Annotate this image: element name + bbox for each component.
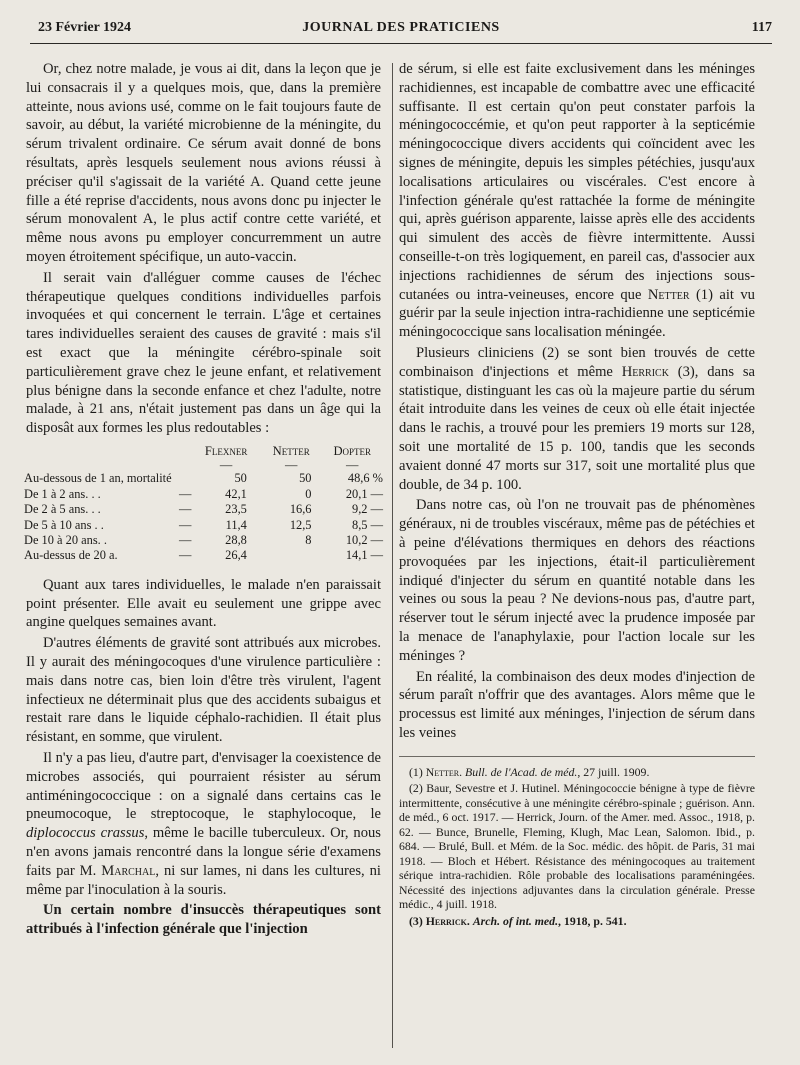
table-header-row [24, 444, 383, 459]
row-label: De 5 à 10 ans . . [24, 517, 104, 532]
author-name: Marchal [101, 862, 156, 879]
paragraph: Plusieurs cliniciens (2) se sont bien trouvés de cette combinaison d'injections et même Herrick (3), dans sa statistique, distinguant les cas où la majeure partie du sérum était introduite dans les veines de ceux où elle était injectée dans le rachis, a trouvé pour les premiers 19 morts sur 128, soit une mortalité de 15 p. 100, tandis que les seconds avaient donné 47 morts sur 317, soit une mortalité plus que double, de 34 p. 100. [399, 344, 755, 493]
paragraph: Or, chez notre malade, je vous ai dit, dans la leçon que je lui consacrais il y a quelques mois, que, dans la première atteinte, nous avions usé, comme on le fait toujours faute de savoir, au début, la variété microbienne de la méningite, du sérum trivalent ordinaire. Ce sérum avait donné de bons résultats, après lesquels seulement nous avions réussi à préciser qu'il s'agissait de la variété A. Quand cette jeune fille a été reprise d'accidents, nous avons donc pu injecter le sérum monovalent A, le plus actif contre cette variété, et même nous avons pu employer concurremment un autre moyen étroitement spécifique, un auto-vaccin. [26, 61, 381, 265]
table-separator-row: — — — [219, 458, 359, 473]
dopter-value: 9,2 — [352, 502, 383, 517]
paragraph: Quant aux tares individuelles, le malade n'en paraissait point présenter. Elle avait eu seulement une grippe avec angine quelques semaines avant. [26, 576, 381, 631]
row-label: Au-dessous de 1 an, mortalité [24, 471, 172, 486]
issue-date: 23 Février 1924 [38, 20, 132, 35]
paragraph: Il n'y a pas lieu, d'autre part, d'envisager la coexistence de microbes associés, qui pourraient résister au sérum antiméningococcique : on a signalé dans certains cas le pneumocoque, le streptocoque, le staphylocoque, le diplococcus crassus, même le bacille tuberculeux. Or, nous n'en avons jamais rencontré dans la longue série d'examens faits par M. Marchal, ni sur lames, ni dans les cultures, ni même par l'inoculation à la souris. [26, 749, 381, 898]
page-header [30, 20, 772, 42]
right-column [399, 60, 755, 930]
table-row: De 1 à 2 ans. . . — 42,1 0 20,1 — [24, 486, 383, 501]
row-label: Au-dessus de 20 a. [24, 548, 118, 563]
dopter-value: 20,1 — [345, 486, 383, 501]
footnote-2: (2) Baur, Sevestre et J. Hutinel. Méningococcie bénigne à type de fièvre intermittente, consécutive à une méningite cérébro-spinale ; guérison. Ann. de méd., 6 oct. 1917. — Herrick, Journ. of the Amer. med. Assoc., 1918, p. 62. — Bunce, Brunelle, Fleming, Klugh, Mac Lean, Salomon. Ibid., p. 684. — Brulé, Bull. et Mém. de la Soc. médic. des hôpit. de Paris, 31 mai 1918. — Bloch et Hébert. Résistance des méningocoques au traitement sérique intra-rachidien. Rôle probable des localisations paraméningées. Nécessité des injections adjuvantes dans la circulation générale. Presse médic., 4 juill. 1918. [399, 781, 755, 912]
left-column [26, 60, 381, 941]
journal-title: JOURNAL DES PRATICIENS [302, 20, 500, 35]
footnotes [399, 765, 755, 929]
netter-value: 50 [299, 471, 312, 486]
paragraph: En réalité, la combinaison des deux modes d'injection de sérum paraît n'offrir que des avantages. Alors même que le processus est limité aux méninges, l'injection de sérum dans les veines [399, 668, 755, 741]
mortality-table [24, 444, 383, 564]
flexner-value: 26,4 [225, 548, 247, 563]
author-name: Herrick [621, 363, 669, 380]
table-row: Au-dessus de 20 a. — 26,4 14,1 — [24, 548, 383, 563]
table-row [24, 471, 383, 486]
flexner-value: 28,8 [225, 532, 247, 547]
species-name: diplococcus crassus [26, 825, 145, 842]
netter-value [261, 548, 322, 563]
flexner-value: 50 [234, 471, 247, 486]
footnote-1: (1) Netter. Bull. de l'Acad. de méd., 27 juill. 1909. [409, 764, 650, 779]
table-row: De 10 à 20 ans. . — 28,8 8 10,2 — [24, 532, 383, 547]
column-header-netter: Netter [272, 443, 310, 458]
flexner-value: 11,4 [225, 517, 247, 532]
dopter-value: 8,5 — [352, 517, 383, 532]
paragraph: Il serait vain d'alléguer comme causes de l'échec thérapeutique quelques conditions individuelles parfois invoquées et qui concernent le terrain. L'âge et certaines tares individuelles seraient des causes de gravité : mais s'il est exact que la méningite cérébro-spinale soit particulièrement grave chez le jeune enfant, et relativement plus bénigne dans la seconde enfance et chez l'adulte, notre malade, à 21 ans, n'était justement pas dans un âge qui la disposât aux formes les plus redoutables : [26, 269, 381, 437]
header-rule [30, 43, 772, 44]
paragraph: D'autres éléments de gravité sont attribués aux microbes. Il y aurait des méningocoques d'une virulence particulière : mais dans notre cas, bien loin d'être très virulent, l'agent infectieux ne déterminait plus que des accidents subaigus et restait rare dans le liquide céphalo-rachidien. Il était plus résistant, en somme, que virulent. [26, 635, 381, 746]
row-label: De 10 à 20 ans. . [24, 532, 107, 547]
flexner-value: 23,5 [225, 502, 247, 517]
column-header-dopter: Dopter [333, 443, 372, 458]
netter-value: 0 [305, 486, 312, 501]
column-header-flexner: Flexner [204, 443, 248, 458]
footnote-rule [399, 756, 755, 757]
paragraph: de sérum, si elle est faite exclusivement dans les méninges rachidiennes, est incapable de combattre avec une efficacité suffisante. Il est certain qu'on peut constater parfois la méningococcémie, et qu'on peut rapporter à la septicémie méningococcique divers accidents qui coïncident avec les signes de méningite, depuis les simples pétéchies, jusqu'aux localisations articulaires ou viscérales. C'est encore à l'infection générale qu'est rattachée la forme de méningite qui, après guérison apparente, laisse après elle des accidents qui simulent des accès de fièvre intermittente. Aussi conseille-t-on très logiquement, en pareil cas, d'associer aux injections rachidiennes de sérum des injections sous-cutanées ou intra-veineuses, encore que Netter (1) ait vu guérir par la seule injection intra-rachidienne une septicémie méningococcique sans localisation méningée. [399, 61, 755, 341]
table-row: De 5 à 10 ans . . — 11,4 12,5 8,5 — [24, 517, 383, 532]
footnote-3: (3) Herrick. Arch. of int. med., 1918, p. 541. [409, 913, 627, 928]
netter-value: 8 [305, 532, 312, 547]
paragraph: Un certain nombre d'insuccès thérapeutiques sont attribués à l'infection générale que l'injection [26, 902, 381, 938]
row-label: De 1 à 2 ans. . . [24, 486, 101, 501]
column-divider [392, 63, 393, 1048]
flexner-value: 42,1 [225, 486, 247, 501]
netter-value: 12,5 [289, 517, 312, 532]
page-number: 117 [751, 20, 772, 35]
dopter-value: 10,2 — [345, 532, 383, 547]
table-row: De 2 à 5 ans. . . — 23,5 16,6 9,2 — [24, 502, 383, 517]
row-label: De 2 à 5 ans. . . [24, 502, 101, 517]
paragraph: Dans notre cas, où l'on ne trouvait pas de phénomènes généraux, ni de troubles viscéraux, même pas de pétéchies et à peine d'élévations thermiques en dehors des réactions provoquées par les injections, était-il particulièrement indiqué d'injecter du sérum en quantité notable dans les veines ou sous la peau ? Ne devions-nous pas, d'autre part, réserver tout le sérum injecté avec la prudence imposée par la menace de l'anaphylaxie, pour l'action locale sur les méninges ? [399, 497, 755, 664]
dopter-value: 14,1 — [345, 548, 383, 563]
netter-value: 16,6 [289, 502, 312, 517]
dopter-value: 48,6 % [347, 471, 383, 486]
author-name: Netter [647, 286, 690, 303]
